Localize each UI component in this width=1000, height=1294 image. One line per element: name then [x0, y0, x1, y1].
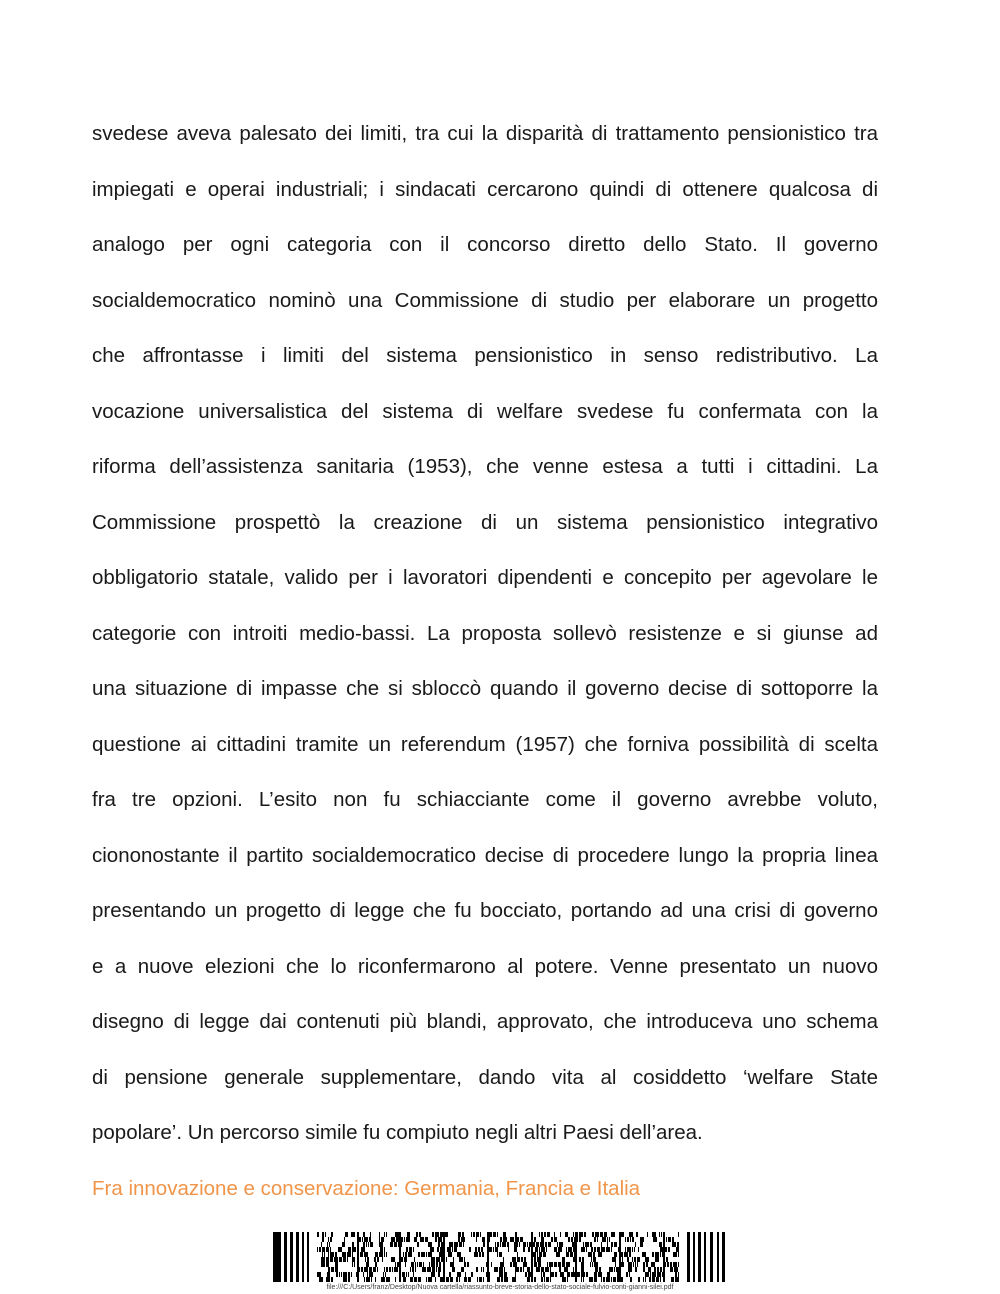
- text-line: questione ai cittadini tramite un referendum (1957) che forniva possibilità di scelta: [92, 732, 878, 756]
- text-line: vocazione universalistica del sistema di welfare svedese fu confermata con la: [92, 399, 878, 423]
- text-line: e a nuove elezioni che lo riconfermarono al potere. Venne presentato un nuovo: [92, 954, 878, 978]
- text-line: presentando un progetto di legge che fu bocciato, portando ad una crisi di governo: [92, 899, 878, 922]
- barcode-image: [273, 1232, 729, 1282]
- text-line: categorie con introiti medio-bassi. La proposta sollevò resistenze e si giunse ad: [92, 621, 878, 645]
- text-line: riforma dell’assistenza sanitaria (1953), che venne estesa a tutti i cittadini. La: [92, 455, 878, 478]
- text-line: socialdemocratico nominò una Commissione di studio per elaborare un progetto: [92, 288, 878, 312]
- text-line: obbligatorio statale, valido per i lavoratori dipendenti e concepito per agevolare le: [92, 566, 878, 589]
- text-line: svedese aveva palesato dei limiti, tra cui la disparità di trattamento pensionistico tra: [92, 122, 878, 145]
- text-line: disegno di legge dai contenuti più blandi, approvato, che introduceva uno schema: [92, 1010, 878, 1033]
- text-line: che affrontasse i limiti del sistema pensionistico in senso redistributivo. La: [92, 344, 878, 367]
- body-paragraph: [92, 115, 878, 1170]
- text-line: ciononostante il partito socialdemocratico decise di procedere lungo la propria linea: [92, 843, 878, 867]
- section-heading: Fra innovazione e conservazione: Germania, Francia e Italia: [92, 1177, 641, 1200]
- text-line: popolare’. Un percorso simile fu compiuto negli altri Paesi dell’area.: [92, 1121, 703, 1144]
- barcode-graphic: [273, 1232, 729, 1282]
- text-line: Commissione prospettò la creazione di un sistema pensionistico integrativo: [92, 510, 878, 534]
- text-line: impiegati e operai industriali; i sindacati cercarono quindi di ottenere qualcosa di: [92, 177, 878, 201]
- text-line: fra tre opzioni. L’esito non fu schiacciante come il governo avrebbe voluto,: [92, 788, 878, 811]
- file-path-footer: file:///C:/Users/franz/Desktop/Nuova cartella/riassunto-breve-storia-dello-stato-sociale-fulvio-conti-gianni-silei.pdf: [326, 1284, 674, 1291]
- text-line: di pensione generale supplementare, dando vita al cosiddetto ‘welfare State: [92, 1065, 878, 1089]
- text-line: una situazione di impasse che si sbloccò quando il governo decise di sottoporre la: [92, 677, 878, 700]
- text-line: analogo per ogni categoria con il concorso diretto dello Stato. Il governo: [92, 233, 878, 256]
